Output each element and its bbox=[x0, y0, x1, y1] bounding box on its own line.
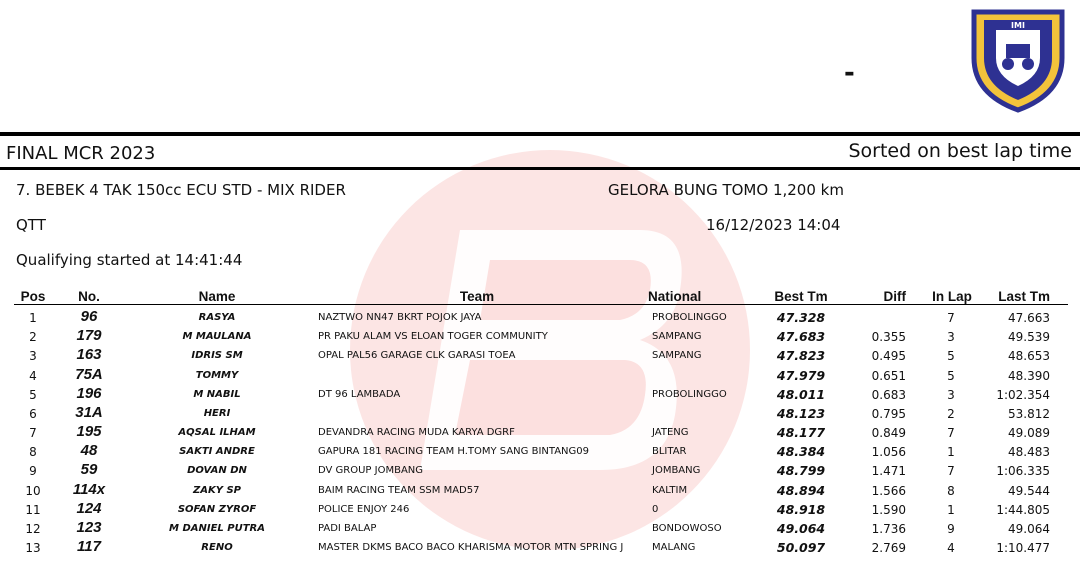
row-best-time: 47.979 bbox=[776, 368, 826, 383]
row-pos: 4 bbox=[29, 369, 37, 383]
row-name: AQSAL ILHAM bbox=[178, 427, 256, 438]
row-number: 59 bbox=[80, 461, 98, 478]
header-dash: - bbox=[844, 58, 855, 88]
row-in-lap: 5 bbox=[947, 349, 955, 363]
row-team: NAZTWO NN47 BKRT POJOK JAYA bbox=[318, 312, 482, 323]
row-best-time: 49.064 bbox=[776, 521, 826, 536]
row-pos: 6 bbox=[29, 407, 37, 421]
table-row bbox=[0, 423, 1080, 442]
row-in-lap: 7 bbox=[947, 464, 955, 478]
row-best-time: 48.894 bbox=[776, 483, 826, 498]
row-national: 0 bbox=[652, 504, 659, 515]
row-in-lap: 5 bbox=[947, 369, 955, 383]
row-pos: 5 bbox=[29, 388, 37, 402]
row-number: 124 bbox=[76, 500, 102, 517]
row-number: 48 bbox=[80, 442, 98, 459]
row-number: 123 bbox=[76, 519, 102, 536]
sort-note: Sorted on best lap time bbox=[848, 140, 1072, 162]
row-national: BLITAR bbox=[652, 446, 687, 457]
row-diff: 2.769 bbox=[871, 541, 906, 555]
imi-logo bbox=[966, 6, 1070, 114]
row-national: KALTIM bbox=[652, 485, 688, 496]
row-best-time: 48.918 bbox=[776, 502, 826, 517]
row-pos: 10 bbox=[25, 484, 41, 498]
row-name: SOFAN ZYROF bbox=[177, 504, 257, 515]
row-diff: 0.683 bbox=[871, 388, 906, 402]
table-row bbox=[0, 346, 1080, 365]
row-last-time: 1:10.477 bbox=[996, 541, 1050, 555]
row-number: 96 bbox=[80, 308, 98, 325]
row-pos: 9 bbox=[29, 464, 37, 478]
session-datetime: 16/12/2023 14:04 bbox=[706, 216, 841, 234]
row-best-time: 48.799 bbox=[776, 463, 826, 478]
col-name: Name bbox=[198, 289, 236, 304]
row-number: 114x bbox=[72, 481, 106, 498]
row-last-time: 49.544 bbox=[1008, 484, 1050, 498]
row-in-lap: 1 bbox=[947, 503, 955, 517]
table-row bbox=[0, 385, 1080, 404]
row-team: BAIM RACING TEAM SSM MAD57 bbox=[318, 485, 480, 496]
row-team: PR PAKU ALAM VS ELOAN TOGER COMMUNITY bbox=[318, 331, 548, 342]
row-national: BONDOWOSO bbox=[652, 523, 722, 534]
row-best-time: 47.328 bbox=[776, 310, 826, 325]
table-header bbox=[0, 289, 1080, 308]
row-number: 196 bbox=[76, 385, 102, 402]
row-team: PADI BALAP bbox=[318, 523, 377, 534]
row-last-time: 48.390 bbox=[1008, 369, 1050, 383]
table-row bbox=[0, 500, 1080, 519]
row-national: SAMPANG bbox=[652, 350, 702, 361]
row-best-time: 47.823 bbox=[776, 348, 826, 363]
row-number: 31A bbox=[75, 404, 103, 421]
row-last-time: 1:02.354 bbox=[996, 388, 1050, 402]
col-team: Team bbox=[459, 289, 495, 304]
title-rule bbox=[0, 167, 1080, 170]
row-name: DOVAN DN bbox=[187, 465, 247, 476]
col-last-time: Last Tm bbox=[998, 289, 1050, 304]
row-diff: 0.651 bbox=[871, 369, 906, 383]
row-name: M MAULANA bbox=[182, 331, 252, 342]
row-diff: 1.471 bbox=[871, 464, 906, 478]
row-national: JOMBANG bbox=[652, 465, 701, 476]
table-row bbox=[0, 404, 1080, 423]
row-last-time: 53.812 bbox=[1008, 407, 1050, 421]
page-title: FINAL MCR 2023 bbox=[6, 143, 156, 164]
row-diff: 1.736 bbox=[871, 522, 906, 536]
table-row bbox=[0, 327, 1080, 346]
table-row bbox=[0, 461, 1080, 480]
row-national: SAMPANG bbox=[652, 331, 702, 342]
row-diff: 1.056 bbox=[871, 445, 906, 459]
row-team: DT 96 LAMBADA bbox=[318, 389, 401, 400]
top-rule bbox=[0, 132, 1080, 136]
row-in-lap: 7 bbox=[947, 311, 955, 325]
row-pos: 11 bbox=[25, 503, 41, 517]
session-type: QTT bbox=[16, 216, 46, 234]
row-last-time: 47.663 bbox=[1008, 311, 1050, 325]
row-last-time: 48.653 bbox=[1008, 349, 1050, 363]
race-class: 7. BEBEK 4 TAK 150cc ECU STD - MIX RIDER bbox=[16, 181, 346, 199]
logo-abbreviation: IMI bbox=[1011, 21, 1025, 30]
header-underline bbox=[14, 304, 1068, 305]
row-name: M NABIL bbox=[193, 389, 241, 400]
row-national: PROBOLINGGO bbox=[652, 389, 727, 400]
col-diff: Diff bbox=[883, 289, 906, 304]
col-pos: Pos bbox=[20, 289, 46, 304]
row-in-lap: 8 bbox=[947, 484, 955, 498]
row-name: RASYA bbox=[198, 312, 236, 323]
row-last-time: 49.064 bbox=[1008, 522, 1050, 536]
row-number: 117 bbox=[77, 538, 101, 555]
row-in-lap: 2 bbox=[947, 407, 955, 421]
row-best-time: 47.683 bbox=[776, 329, 826, 344]
row-name: SAKTI ANDRE bbox=[179, 446, 255, 457]
row-in-lap: 3 bbox=[947, 330, 955, 344]
row-national: MALANG bbox=[652, 542, 696, 553]
qualifying-start: Qualifying started at 14:41:44 bbox=[16, 251, 243, 269]
row-name: HERI bbox=[203, 408, 231, 419]
row-diff: 0.495 bbox=[871, 349, 906, 363]
col-national: National bbox=[648, 289, 702, 304]
row-pos: 2 bbox=[29, 330, 37, 344]
row-name: RENO bbox=[201, 542, 233, 553]
venue: GELORA BUNG TOMO 1,200 km bbox=[608, 181, 844, 199]
row-pos: 8 bbox=[29, 445, 37, 459]
row-number: 75A bbox=[75, 366, 103, 383]
row-team: OPAL PAL56 GARAGE CLK GARASI TOEA bbox=[318, 350, 516, 361]
row-diff: 0.355 bbox=[871, 330, 906, 344]
row-diff: 1.590 bbox=[871, 503, 906, 517]
row-team: GAPURA 181 RACING TEAM H.TOMY SANG BINTANG09 bbox=[318, 446, 590, 457]
table-row bbox=[0, 308, 1080, 327]
row-in-lap: 3 bbox=[947, 388, 955, 402]
table-row bbox=[0, 481, 1080, 500]
row-pos: 1 bbox=[29, 311, 37, 325]
table-row bbox=[0, 442, 1080, 461]
row-last-time: 1:06.335 bbox=[996, 464, 1050, 478]
row-national: PROBOLINGGO bbox=[652, 312, 727, 323]
row-number: 163 bbox=[76, 346, 102, 363]
row-name: TOMMY bbox=[195, 370, 239, 381]
table-row bbox=[0, 519, 1080, 538]
row-diff: 0.795 bbox=[871, 407, 906, 421]
row-team: MASTER DKMS BACO BACO KHARISMA MOTOR MTN SPRING J bbox=[318, 542, 624, 553]
row-name: IDRIS SM bbox=[191, 350, 243, 361]
row-pos: 13 bbox=[25, 541, 41, 555]
row-best-time: 48.177 bbox=[776, 425, 826, 440]
row-in-lap: 7 bbox=[947, 426, 955, 440]
row-pos: 7 bbox=[29, 426, 37, 440]
row-best-time: 48.123 bbox=[776, 406, 826, 421]
row-team: DV GROUP JOMBANG bbox=[318, 465, 424, 476]
row-name: ZAKY SP bbox=[193, 485, 241, 496]
row-national: JATENG bbox=[652, 427, 689, 438]
col-best-time: Best Tm bbox=[774, 289, 828, 304]
row-team: POLICE ENJOY 246 bbox=[318, 504, 410, 515]
table-row bbox=[0, 366, 1080, 385]
row-best-time: 48.011 bbox=[776, 387, 826, 402]
row-best-time: 50.097 bbox=[776, 540, 826, 555]
row-last-time: 49.539 bbox=[1008, 330, 1050, 344]
row-diff: 0.849 bbox=[871, 426, 906, 440]
row-diff: 1.566 bbox=[871, 484, 906, 498]
row-in-lap: 4 bbox=[947, 541, 955, 555]
row-in-lap: 9 bbox=[947, 522, 955, 536]
row-pos: 12 bbox=[25, 522, 41, 536]
row-in-lap: 1 bbox=[947, 445, 955, 459]
table-row bbox=[0, 538, 1080, 557]
row-last-time: 1:44.805 bbox=[996, 503, 1050, 517]
row-last-time: 49.089 bbox=[1008, 426, 1050, 440]
row-number: 179 bbox=[76, 327, 102, 344]
row-name: M DANIEL PUTRA bbox=[169, 523, 265, 534]
row-number: 195 bbox=[76, 423, 102, 440]
col-no: No. bbox=[78, 289, 100, 304]
col-in-lap: In Lap bbox=[932, 289, 972, 304]
row-best-time: 48.384 bbox=[776, 444, 826, 459]
row-pos: 3 bbox=[29, 349, 37, 363]
row-last-time: 48.483 bbox=[1008, 445, 1050, 459]
row-team: DEVANDRA RACING MUDA KARYA DGRF bbox=[318, 427, 515, 438]
